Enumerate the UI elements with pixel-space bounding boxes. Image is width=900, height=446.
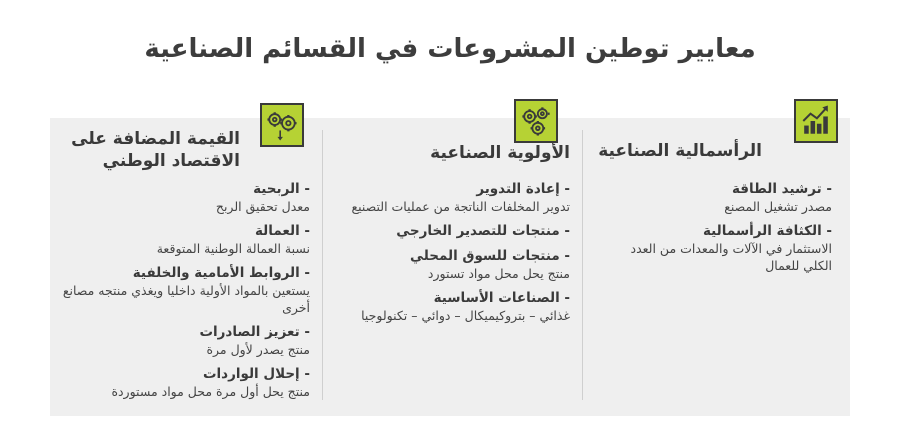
list-item [330,289,570,324]
gears-icon [514,99,558,143]
list-item [40,180,310,215]
column-added-value [40,180,310,407]
item-desc: معدل تحقيق الربح [215,199,310,214]
list-item [622,222,832,274]
list-item [40,222,310,257]
item-title: - إعادة التدوير [476,181,570,197]
list-item [622,180,832,215]
item-desc: الاستثمار في الآلات والمعدات من العدد الكلي للعمال [630,241,832,273]
item-title: - الصناعات الأساسية [433,290,570,306]
item-desc: منتج يصدر لأول مرة [206,342,310,357]
bar-chart-growth-icon [794,99,838,143]
column-divider [582,130,583,400]
item-desc: مصدر تشغيل المصنع [724,199,832,214]
column-header-added-value: القيمة المضافة على الاقتصاد الوطني [71,129,240,171]
gears-arrow-icon [260,103,304,147]
item-title: - الكثافة الرأسمالية [702,223,832,239]
list-item [40,365,310,400]
item-title: - إحلال الواردات [202,366,310,382]
item-desc: غذائي – بتروكيميكال – دوائي – تكنولوجيا [361,308,570,323]
list-item [330,247,570,282]
column-header-capitalism: الرأسمالية الصناعية [598,141,762,161]
item-desc: نسبة العمالة الوطنية المتوقعة [156,241,310,256]
page-title: معايير توطين المشروعات في القسائم الصناعية [144,34,756,64]
column-header-priority: الأولوية الصناعية [430,143,570,163]
list-item [40,264,310,316]
column-divider [322,130,323,400]
list-item [330,180,570,215]
item-desc: يستعين بالمواد الأولية داخليا ويغذي منتجه مصانع أخرى [62,283,310,315]
column-capitalism [622,180,832,281]
item-title: - الروابط الأمامية والخلفية [132,265,310,281]
item-title: - ترشيد الطاقة [732,181,832,197]
item-desc: منتج يحل محل مواد تستورد [427,266,570,281]
column-priority [330,180,570,331]
item-desc: تدوير المخلفات الناتجة من عمليات التصنيع [351,199,570,214]
item-title: - الربحية [253,181,310,197]
item-title: - العمالة [255,223,310,239]
item-title: - منتجات للسوق المحلي [410,248,570,264]
item-title: - منتجات للتصدير الخارجي [396,223,570,239]
list-item [330,222,570,240]
list-item [40,323,310,358]
item-title: - تعزيز الصادرات [199,324,310,340]
item-desc: منتج يحل أول مرة محل مواد مستوردة [111,384,310,399]
